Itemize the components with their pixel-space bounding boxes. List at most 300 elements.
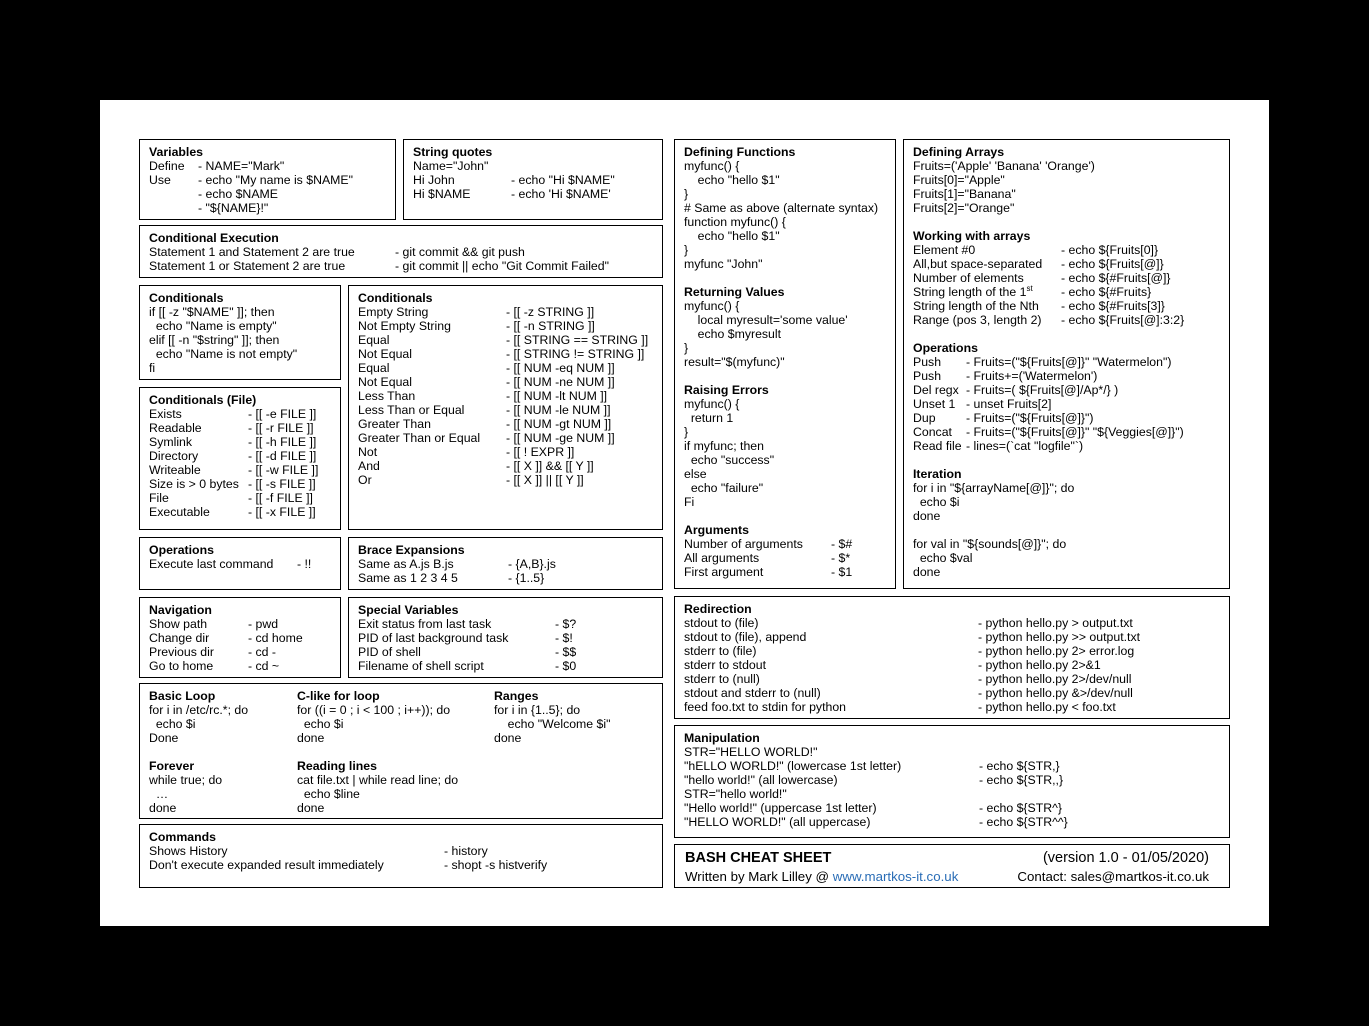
table-row [913,369,1220,383]
code-line: echo "success" [684,453,775,467]
row-label: feed foo.txt to stdin for python [684,700,847,714]
row-label: "hELLO WORLD!" (lowercase 1st letter) [684,759,902,773]
table-row [149,449,331,463]
row-value: - Fruits=( ${Fruits[@]/Ap*/} ) [966,383,1119,397]
table-row [149,259,653,273]
row-value: - Fruits=("${Fruits[@]}") [966,411,1094,425]
row-label: Number of arguments [684,537,803,551]
row-value: - python hello.py >> output.txt [978,630,1141,644]
table-row [913,439,1220,453]
table-row [913,355,1220,369]
table-row [913,397,1220,411]
table-row [913,299,1220,313]
code-line: done [149,801,177,815]
row-label: Exit status from last task [358,617,492,631]
row-label: Greater Than or Equal [358,431,481,445]
row-value: - [[ X ]] && [[ Y ]] [506,459,594,473]
code-line: Fruits=('Apple' 'Banana' 'Orange') [913,159,1095,173]
raising-errors-title: Raising Errors [684,383,769,397]
row-label: Not Equal [358,347,413,361]
row-label: "HELLO WORLD!" (all uppercase) [684,815,871,829]
row-label: stdout and stderr to (null) [684,686,821,700]
row-value: - !! [297,557,312,571]
row-label: STR="HELLO WORLD!" [684,745,818,759]
brace-expansions-box [348,537,663,590]
row-label: Unset 1 [913,397,956,411]
row-value: - shopt -s histverify [444,858,548,872]
table-row [684,700,1220,714]
row-label: Read file [913,439,962,453]
row-value: - $# [831,537,853,551]
row-label: Not Equal [358,375,413,389]
table-row [149,173,386,187]
row-value: - Fruits=("${Fruits[@]}" "${Veggies[@]}") [966,425,1184,439]
code-line: echo $myresult [684,327,782,341]
code-line: # Same as above (alternate syntax) [684,201,879,215]
row-value: - echo ${#Fruits[@]} [1061,271,1171,285]
row-value: - echo ${#Fruits[3]} [1061,299,1165,313]
row-label: Define [149,159,185,173]
table-row [413,173,653,187]
array-operations-title: Operations [913,341,978,355]
row-label: Equal [358,333,390,347]
table-row [358,361,653,375]
code-line: echo "Welcome $i" [494,717,611,731]
working-with-arrays-title: Working with arrays [913,229,1031,243]
table-row [149,491,331,505]
row-value: - "${NAME}!" [198,201,269,215]
code-line: myfunc() { [684,299,740,313]
row-label [149,201,198,215]
row-label: Same as 1 2 3 4 5 [358,571,458,585]
table-row [684,686,1220,700]
row-label: Element #0 [913,243,976,257]
row-label: Go to home [149,659,214,673]
row-value: - cd home [248,631,303,645]
table-row [684,551,886,565]
code-line: } [684,341,689,355]
code-line: Fruits[2]="Orange" [913,201,1015,215]
variables-title: Variables [149,145,204,159]
conditionals-box [139,285,341,380]
table-row [358,659,653,673]
row-value: - Fruits=("${Fruits[@]}" "Watermelon") [966,355,1172,369]
navigation-title: Navigation [149,603,212,617]
row-label: "hello world!" (all lowercase) [684,773,838,787]
conditionals-operators-title: Conditionals [358,291,433,305]
table-row [684,801,1220,815]
table-row [358,459,653,473]
row-label: Hi John [413,173,455,187]
table-row [149,858,653,872]
row-value: - echo ${Fruits[@]} [1061,257,1164,271]
code-line: done [297,801,325,815]
commands-box [139,824,663,888]
arrays-box [903,139,1230,589]
table-row [149,187,386,201]
row-value: - python hello.py &>/dev/null [978,686,1133,700]
conditionals-file-box [139,387,341,530]
sheet-title: BASH CHEAT SHEET [685,850,832,866]
code-line: echo "failure" [684,481,764,495]
row-label: Readable [149,421,202,435]
row-label: Exists [149,407,182,421]
row-label: Number of elements [913,271,1024,285]
row-label: Same as A.js B.js [358,557,454,571]
row-value: - [[ NUM -ge NUM ]] [506,431,615,445]
table-row [913,285,1220,299]
table-row [149,463,331,477]
table-row [684,537,886,551]
table-row [149,159,386,173]
row-label: Execute last command [149,557,274,571]
table-row [913,271,1220,285]
table-row [149,477,331,491]
table-row [358,403,653,417]
code-line: result="$(myfunc)" [684,355,785,369]
row-value: - git commit || echo "Git Commit Failed" [395,259,609,273]
row-label: "Hello world!" (uppercase 1st letter) [684,801,877,815]
row-label: Shows History [149,844,228,858]
table-row [913,425,1220,439]
code-line: for i in "${arrayName[@]}"; do [913,481,1075,495]
row-label: stderr to (file) [684,644,757,658]
row-value: - echo ${STR^^} [979,815,1068,829]
row-label: stderr to (null) [684,672,760,686]
row-value: - echo ${STR,,} [979,773,1064,787]
row-value: - $0 [555,659,577,673]
table-row [358,347,653,361]
code-line: fi [149,361,156,375]
table-row [149,245,653,259]
row-value: - [[ STRING == STRING ]] [506,333,649,347]
author-line [685,868,958,885]
row-label: Dup [913,411,936,425]
row-label: Don't execute expanded result immediately [149,858,384,872]
row-value: - [[ NUM -lt NUM ]] [506,389,608,403]
iteration-title: Iteration [913,467,962,481]
redirection-box [674,596,1230,719]
row-label: Statement 1 or Statement 2 are true [149,259,346,273]
row-value: - [[ X ]] || [[ Y ]] [506,473,584,487]
row-label: Less Than or Equal [358,403,465,417]
row-label: Size is > 0 bytes [149,477,239,491]
table-row [358,375,653,389]
row-label: Name="John" [413,159,489,173]
row-value: - cd ~ [248,659,280,673]
row-value: - $$ [555,645,577,659]
row-label: Use [149,173,171,187]
row-label [149,187,198,201]
conditionals-file-title: Conditionals (File) [149,393,257,407]
row-value: - echo ${#Fruits} [1061,285,1152,299]
table-row [149,421,331,435]
code-line: done [494,731,522,745]
reading-lines-title: Reading lines [297,759,377,773]
row-value: - {A,B}.js [508,557,556,571]
row-label: Show path [149,617,208,631]
table-row [684,787,1220,801]
code-line: … [149,787,169,801]
conditionals-operators-box [348,285,663,530]
row-label: String length of the Nth [913,299,1039,313]
code-line: echo "hello $1" [684,173,780,187]
table-row [913,243,1220,257]
row-value: - $! [555,631,573,645]
table-row [684,630,1220,644]
code-line: echo $i [913,495,960,509]
row-value: - python hello.py < foo.txt [978,700,1116,714]
row-value: - [[ NUM -gt NUM ]] [506,417,612,431]
row-label: And [358,459,380,473]
row-label: Concat [913,425,952,439]
code-line: Fi [684,495,695,509]
row-label: Filename of shell script [358,659,484,673]
code-line: for ((i = 0 ; i < 100 ; i++)); do [297,703,451,717]
table-row [684,773,1220,787]
code-line: Fruits[0]="Apple" [913,173,1005,187]
code-line: echo $i [149,717,196,731]
website-link[interactable]: www.martkos-it.co.uk [832,869,959,884]
ranges-title: Ranges [494,689,539,703]
code-line: while true; do [149,773,223,787]
row-label: Del regx [913,383,959,397]
table-row [913,313,1220,327]
table-row [684,745,1220,759]
code-line: myfunc() { [684,159,740,173]
row-value: - $* [831,551,851,565]
table-row [358,631,653,645]
row-label: Directory [149,449,199,463]
code-line: for val in "${sounds[@]}"; do [913,537,1067,551]
row-value: - python hello.py > output.txt [978,616,1133,630]
row-label: stdout to (file), append [684,630,807,644]
conditional-execution-box [139,225,663,278]
code-line: done [913,565,941,579]
row-label: All arguments [684,551,760,565]
arguments-title: Arguments [684,523,749,537]
table-row [358,571,653,585]
code-line: myfunc() { [684,397,740,411]
row-label: All,but space-separated [913,257,1043,271]
row-label-superscript: st [1026,283,1033,293]
row-value: - echo ${STR^} [979,801,1063,815]
row-value: - echo "Hi $NAME" [511,173,615,187]
table-row [149,617,331,631]
string-quotes-box [403,139,663,220]
table-row [149,435,331,449]
code-line: echo "Name is not empty" [149,347,298,361]
loops-box [139,683,663,819]
table-row [684,815,1220,829]
row-label: Push [913,355,942,369]
code-line: done [913,509,941,523]
table-row [913,257,1220,271]
row-value: - cd - [248,645,277,659]
table-row [149,557,331,571]
string-quotes-title: String quotes [413,145,493,159]
row-value: - unset Fruits[2] [966,397,1052,411]
defining-functions-title: Defining Functions [684,145,796,159]
code-line: echo $line [297,787,360,801]
row-value: - [[ ! EXPR ]] [506,445,575,459]
code-line: } [684,243,689,257]
code-line: echo "Name is empty" [149,319,277,333]
table-row [149,505,331,519]
table-row [149,645,331,659]
code-line: function myfunc() { [684,215,786,229]
row-value: - [[ -r FILE ]] [248,421,314,435]
row-label: Executable [149,505,210,519]
code-line: done [297,731,325,745]
forever-title: Forever [149,759,195,773]
row-label: Or [358,473,372,487]
table-row [684,658,1220,672]
table-row [413,159,653,173]
code-line: Done [149,731,179,745]
row-label: stdout to (file) [684,616,759,630]
code-line: cat file.txt | while read line; do [297,773,459,787]
code-line: return 1 [684,411,734,425]
row-label [913,285,1061,299]
row-value: - pwd [248,617,279,631]
table-row [149,844,653,858]
redirection-title: Redirection [684,602,752,616]
row-label: Push [913,369,942,383]
row-value: - {1..5} [508,571,545,585]
row-value: - $1 [831,565,853,579]
row-label-text: String length of the 1 [913,285,1027,299]
navigation-box [139,597,341,678]
table-row [149,659,331,673]
row-label: Writeable [149,463,201,477]
row-value: - [[ -n STRING ]] [506,319,595,333]
table-row [358,617,653,631]
row-value: - [[ -h FILE ]] [248,435,317,449]
operations-title: Operations [149,543,214,557]
row-value: - [[ -s FILE ]] [248,477,316,491]
table-row [913,383,1220,397]
row-label: First argument [684,565,764,579]
row-value: - echo $NAME [198,187,278,201]
row-value: - [[ STRING != STRING ]] [506,347,645,361]
row-value: - [[ NUM -ne NUM ]] [506,375,615,389]
row-value: - echo ${STR,} [979,759,1060,773]
code-line: if [[ -z "$NAME" ]]; then [149,305,275,319]
code-line: local myresult='some value' [684,313,848,327]
special-variables-box [348,597,663,678]
row-value: - Fruits+=('Watermelon') [966,369,1098,383]
row-label: Statement 1 and Statement 2 are true [149,245,355,259]
code-line: elif [[ -n "$string" ]]; then [149,333,280,347]
table-row [684,565,886,579]
table-row [358,645,653,659]
row-value: - history [444,844,488,858]
table-row [684,616,1220,630]
row-label: Greater Than [358,417,431,431]
row-label: Empty String [358,305,429,319]
row-label: stderr to stdout [684,658,767,672]
table-row [684,759,1220,773]
code-line: echo $val [913,551,973,565]
c-like-loop-title: C-like for loop [297,689,380,703]
table-row [358,389,653,403]
code-line: else [684,467,707,481]
row-value: - git commit && git push [395,245,525,259]
defining-arrays-title: Defining Arrays [913,145,1005,159]
table-row [358,417,653,431]
row-label: File [149,491,169,505]
conditionals-title: Conditionals [149,291,224,305]
row-label: Change dir [149,631,210,645]
row-label: PID of shell [358,645,421,659]
author-text: Written by Mark Lilley @ [685,869,833,884]
row-value: - [[ NUM -eq NUM ]] [506,361,615,375]
row-value: - echo ${Fruits[0]} [1061,243,1159,257]
manipulation-box [674,725,1230,838]
row-value: - python hello.py 2>/dev/null [978,672,1132,686]
table-row [413,187,653,201]
row-value: - python hello.py 2> error.log [978,644,1135,658]
code-line: myfunc "John" [684,257,763,271]
table-row [358,333,653,347]
code-line: echo $i [297,717,344,731]
table-row [358,557,653,571]
code-line: } [684,425,689,439]
row-label: Symlink [149,435,193,449]
row-value: - [[ -w FILE ]] [248,463,319,477]
code-line: Fruits[1]="Banana" [913,187,1016,201]
row-value: - [[ -d FILE ]] [248,449,317,463]
table-row [913,411,1220,425]
row-value: - python hello.py 2>&1 [978,658,1101,672]
row-label: Not Empty String [358,319,451,333]
row-value: - echo 'Hi $NAME' [511,187,611,201]
row-value: - [[ -f FILE ]] [248,491,313,505]
table-row [358,473,653,487]
row-label: PID of last background task [358,631,509,645]
version-label: (version 1.0 - 01/05/2020) [1042,850,1209,866]
table-row [358,305,653,319]
commands-title: Commands [149,830,216,844]
row-value: - echo "My name is $NAME" [198,173,353,187]
code-line [913,523,1220,537]
table-row [358,445,653,459]
row-label: Previous dir [149,645,214,659]
row-value: - [[ -z STRING ]] [506,305,595,319]
conditional-execution-title: Conditional Execution [149,231,279,245]
row-value: - [[ NUM -le NUM ]] [506,403,611,417]
row-value: - lines=(`cat "logfile"`) [966,439,1084,453]
functions-box [674,139,896,589]
table-row [149,201,386,215]
table-row [358,431,653,445]
basic-loop-title: Basic Loop [149,689,216,703]
table-row [684,672,1220,686]
table-row [149,407,331,421]
contact-label: Contact: sales@martkos-it.co.uk [1017,869,1209,884]
operations-box [139,537,341,590]
row-value: - [[ -x FILE ]] [248,505,316,519]
brace-expansions-title: Brace Expansions [358,543,465,557]
row-label: Hi $NAME [413,187,471,201]
row-label: STR="hello world!" [684,787,787,801]
code-line: if myfunc; then [684,439,764,453]
row-value: - $? [555,617,577,631]
table-row [684,644,1220,658]
code-line: for i in /etc/rc.*; do [149,703,249,717]
row-value: - echo ${Fruits[@]:3:2} [1061,313,1185,327]
